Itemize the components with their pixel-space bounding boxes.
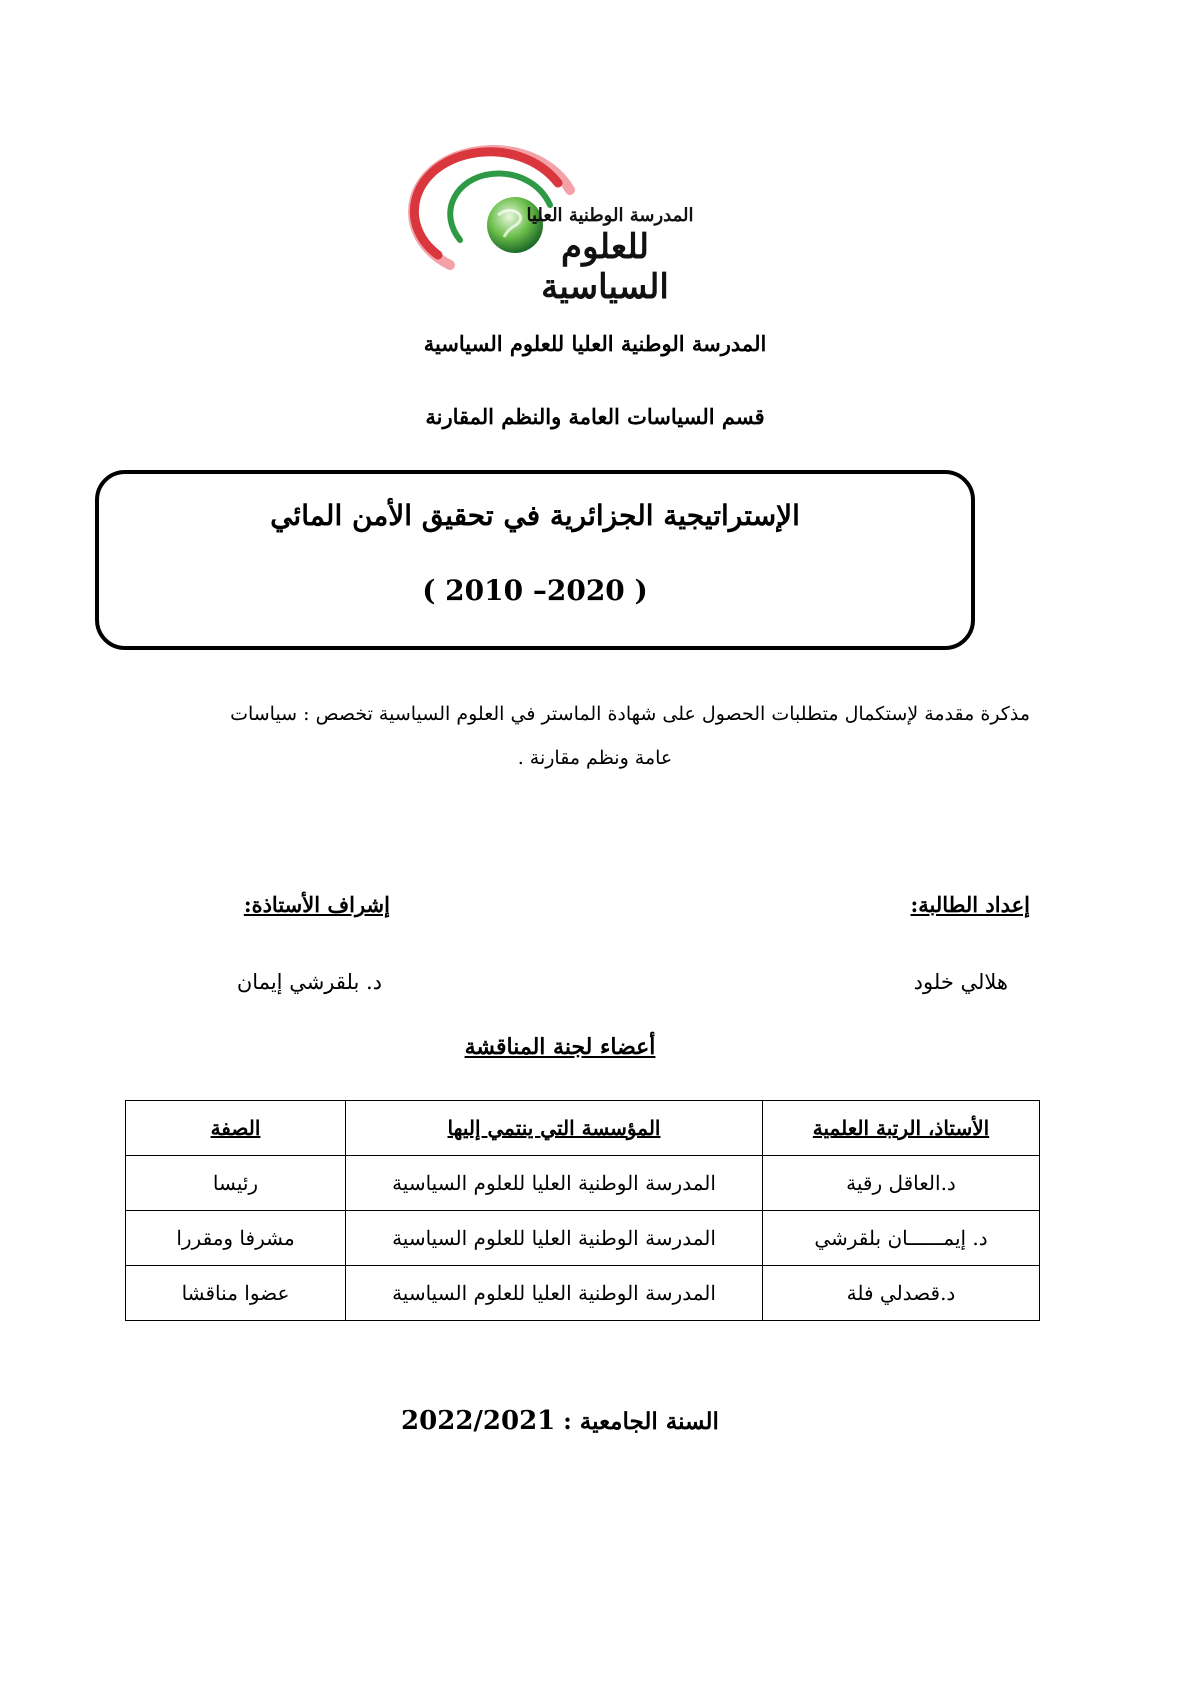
title-box: [95, 470, 975, 650]
department-name: قسم السياسات العامة والنظم المقارنة: [425, 404, 765, 429]
table-cell: د.قصدلي فلة: [763, 1266, 1040, 1321]
table-row: [126, 1266, 1040, 1321]
thesis-period: ( 2010 –2020 ): [422, 574, 648, 607]
table-cell: د. إيمــــــان بلقرشي: [763, 1211, 1040, 1266]
academic-year: [0, 1406, 1120, 1436]
academic-year-label: السنة الجامعية :: [563, 1408, 719, 1435]
table-cell: عضوا مناقشا: [126, 1266, 346, 1321]
memo-line-1: مذكرة مقدمة لإستكمال متطلبات الحصول على شهادة الماستر في العلوم السياسية تخصص : سياسات: [230, 703, 1030, 725]
academic-year-value: 2022/2021: [401, 1406, 556, 1436]
memo-line-2: عامة ونظم مقارنة .: [517, 747, 673, 769]
table-cell: مشرفا ومقررا: [126, 1211, 346, 1266]
school-logo: [380, 145, 750, 307]
table-cell: رئيسا: [126, 1156, 346, 1211]
table-row: [126, 1211, 1040, 1266]
table-cell: المدرسة الوطنية العليا للعلوم السياسية: [346, 1211, 763, 1266]
logo-text-big: للعلوم السياسية: [541, 227, 669, 307]
column-header: الصفة: [126, 1101, 346, 1156]
logo-text-small: المدرسة الوطنية العليا: [526, 205, 694, 226]
table-cell: المدرسة الوطنية العليا للعلوم السياسية: [346, 1156, 763, 1211]
table-cell: د.العاقل رقية: [763, 1156, 1040, 1211]
supervisor-name: د. بلقرشي إيمان: [236, 970, 382, 994]
thesis-title: الإستراتيجية الجزائرية في تحقيق الأمن المائي: [270, 499, 800, 532]
school-name: المدرسة الوطنية العليا للعلوم السياسية: [423, 331, 767, 356]
committee-table: [125, 1100, 1040, 1321]
table-row: [126, 1156, 1040, 1211]
student-label: إعداد الطالبة:: [910, 892, 1030, 917]
committee-heading: أعضاء لجنة المناقشة: [464, 1034, 656, 1060]
table-header-row: [126, 1101, 1040, 1156]
column-header: المؤسسة التي ينتمي إليها: [346, 1101, 763, 1156]
student-name: هلالي خلود: [913, 970, 1008, 994]
column-header: الأستاذ، الرتبة العلمية: [763, 1101, 1040, 1156]
supervisor-label: إشراف الأستاذة:: [243, 892, 390, 917]
table-cell: المدرسة الوطنية العليا للعلوم السياسية: [346, 1266, 763, 1321]
